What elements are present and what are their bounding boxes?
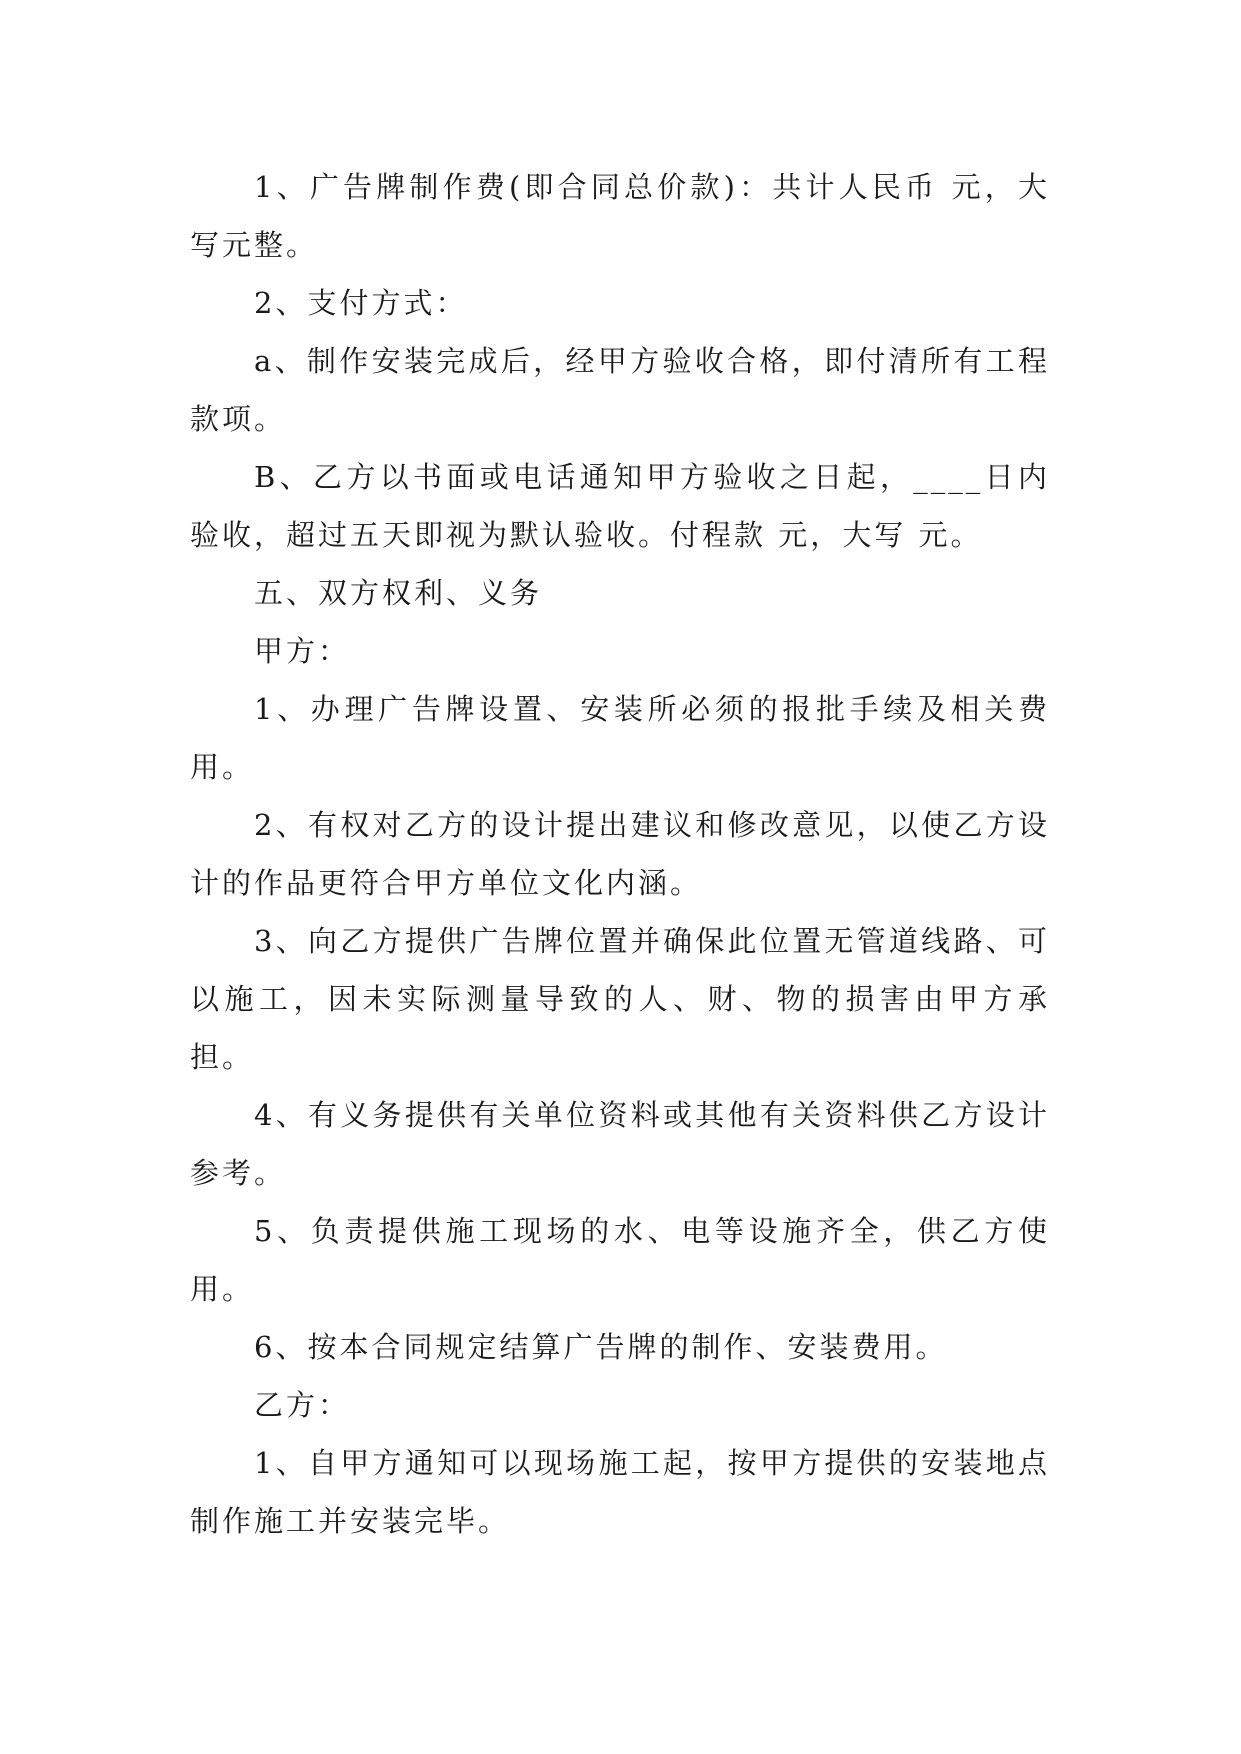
clause-payment-a: a、制作安装完成后，经甲方验收合格，即付清所有工程款项。 <box>190 344 1050 436</box>
section-heading-rights-obligations: 五、双方权利、义务 <box>254 576 543 610</box>
document-body <box>190 158 1050 1550</box>
party-a-item-3: 3、向乙方提供广告牌位置并确保此位置无管道线路、可以施工，因未实际测量导致的人、财、物的损害由甲方承担。 <box>190 924 1050 1074</box>
clause-payment-method-heading: 2、支付方式： <box>254 286 468 320</box>
clause-total-price: 1、广告牌制作费(即合同总价款)：共计人民币 元，大写元整。 <box>190 170 1050 262</box>
party-a-item-2: 2、有权对乙方的设计提出建议和修改意见，以使乙方设计的作品更符合甲方单位文化内涵。 <box>190 808 1050 900</box>
party-b-item-1: 1、自甲方通知可以现场施工起，按甲方提供的安装地点制作施工并安装完毕。 <box>190 1446 1050 1538</box>
party-b-heading: 乙方： <box>254 1388 351 1422</box>
party-a-item-1: 1、办理广告牌设置、安装所必须的报批手续及相关费用。 <box>190 692 1050 784</box>
party-a-item-5: 5、负责提供施工现场的水、电等设施齐全，供乙方使用。 <box>190 1214 1050 1306</box>
party-a-item-4: 4、有义务提供有关单位资料或其他有关资料供乙方设计参考。 <box>190 1098 1050 1190</box>
party-a-heading: 甲方： <box>254 634 351 668</box>
clause-payment-b: B、乙方以书面或电话通知甲方验收之日起，____日内验收，超过五天即视为默认验收。付程款 元，大写 元。 <box>190 460 1050 552</box>
party-a-item-6: 6、按本合同规定结算广告牌的制作、安装费用。 <box>254 1330 948 1364</box>
